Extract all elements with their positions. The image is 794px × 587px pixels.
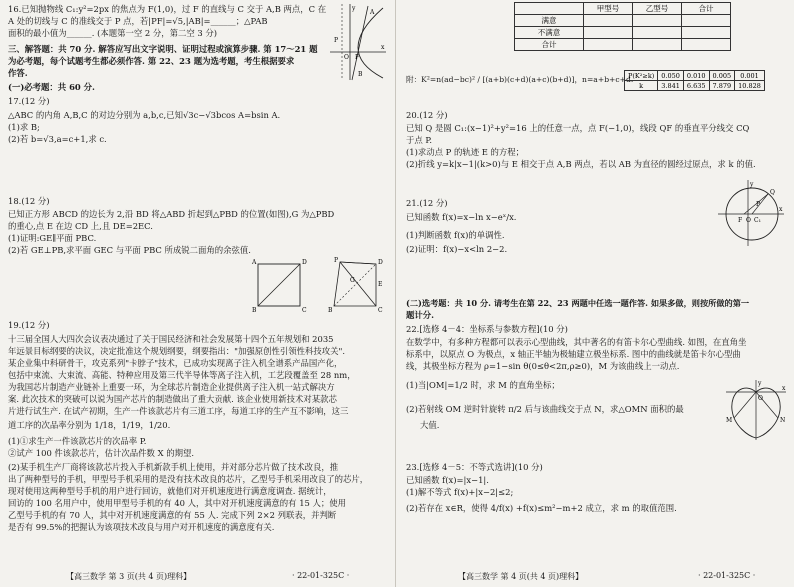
k-formula: 附：K²=n(ad−bc)² / [(a+b)(c+d)(a+c)(b+d)]，n=a+b+c+d.: [406, 75, 634, 84]
page-divider: [395, 0, 396, 587]
parabola-label-p: P: [334, 37, 339, 44]
q19-line6: 案. 此次技术的突破可以说为国产芯片的制造做出了重大贡献. 该企业使用新技术对某款芯: [8, 394, 337, 404]
q19-part2-line2: 出了两种型号的手机，甲型号手机采用的是没有技术改良的芯片，乙型号手机采用改良了的芯片，: [8, 474, 369, 484]
q19-part2-line3: 现对使用这两种型号手机的用户进行回访，就他们对开机速度进行满意度调查. 据统计，: [8, 486, 332, 496]
heart-label-n: N: [780, 417, 786, 424]
table-cell: [633, 15, 682, 27]
parabola-label-b: B: [358, 71, 363, 78]
circle-label-o: O: [746, 217, 751, 224]
table-row: [625, 71, 765, 81]
q19-line1: 十三届全国人大四次会议表决通过了关于国民经济和社会发展第十四个五年规划和 2035: [8, 334, 334, 344]
q22-stem1: 在数学中，有多种方程都可以表示心型曲线，其中著名的有笛卡尔心型曲线. 如图，在直角坐: [406, 337, 747, 347]
table-cell: [633, 39, 682, 51]
q22-part2b: 大值.: [420, 420, 440, 430]
q22-part1: (1)当|OM|=1/2 时，求 M 的直角坐标；: [406, 380, 560, 390]
circle-label-q: Q: [770, 189, 775, 196]
q19-part2-line6: 是否有 99.5%的把握认为该项技术改良与用户对开机速度的满意度有关.: [8, 522, 275, 532]
q17-stem: △ABC 的内角 A,B,C 的对边分别为 a,b,c,已知√3c−√3bcos A=bsin A.: [8, 110, 281, 120]
table-cell: 合计: [515, 39, 584, 51]
q17-part1: (1)求 B;: [8, 122, 40, 132]
q19-line2: 年远景目标纲要的决议，决定批准这个规划纲要，纲要指出："加强原创性引领性科技攻关".: [8, 346, 345, 356]
fold-label-d: D: [378, 259, 383, 266]
q19-part2-line4: 回访的 100 名用户中，使用甲型号手机的有 40 人，其中对开机速度满意的有 15 人；使用: [8, 498, 347, 508]
contingency-table: [514, 2, 731, 51]
q18-heading: 18.(12 分): [8, 196, 50, 206]
parabola-label-a: A: [370, 9, 375, 16]
left-footer-code: · 22-01-325C ·: [292, 571, 350, 580]
q19-part2-line1: (2)某手机生产厂商将该款芯片投入手机新款手机上使用，并对部分芯片做了技术改良，推: [8, 462, 339, 472]
q19-line8: 道工序的次品率分别为 1/18，1/19，1/20.: [8, 420, 171, 430]
q23-part1: (1)解不等式 f(x)+|x−2|≤2;: [406, 487, 514, 497]
part2-heading2: 题计分.: [406, 310, 435, 320]
q20-stem2: 于点 P.: [406, 135, 433, 145]
table-header-cell: 甲型号: [584, 3, 633, 15]
table-header-cell: 乙型号: [633, 3, 682, 15]
table-row: [515, 15, 731, 27]
fold-label-b: B: [328, 307, 333, 314]
right-footer-page: 【高三数学 第 4 页(共 4 页)理科】: [458, 572, 584, 581]
table-cell: 6.635: [683, 81, 709, 91]
q18-part2: (2)若 GE⊥PB,求平面 GEC 与平面 PBC 所成锐二面角的余弦值.: [8, 245, 251, 255]
q18-stem2: 的重心,点 E 在边 CD 上,且 DE=2EC.: [8, 221, 153, 231]
part2-heading1: (二)选考题：共 10 分. 请考生在第 22、23 两题中任选一题作答. 如果多做，则按所做的第一: [406, 298, 750, 308]
circle-label-c1: C₁: [754, 217, 761, 224]
heart-label-o: O: [758, 395, 763, 402]
section3-line3: 作答.: [8, 68, 28, 78]
table-cell: 满意: [515, 15, 584, 27]
q18-stem1: 已知正方形 ABCD 的边长为 2,沿 BD 将△ABD 折起到△PBD 的位置(如图),G 为△PBD: [8, 209, 335, 219]
q19-heading: 19.(12 分): [8, 320, 50, 330]
fold-label-c: C: [378, 307, 383, 314]
parabola-label-x: x: [381, 44, 385, 51]
table-cell: 0.010: [683, 71, 709, 81]
fold-label-p: P: [334, 257, 339, 264]
q21-stem: 已知函数 f(x)=x−ln x−eˣ/x.: [406, 212, 517, 222]
table-cell: k: [625, 81, 658, 91]
right-page: [398, 0, 794, 587]
q22-part2a: (2)若射线 OM 逆时针旋转 π/2 后与该曲线交于点 N，求△OMN 面积的最: [406, 404, 684, 414]
k-table: [624, 70, 765, 91]
table-cell: [682, 39, 731, 51]
table-cell: 0.005: [709, 71, 735, 81]
q19-line3: 某企业集中科研骨干，攻克系列"卡脖子"技术，已成功实现离子注入机全谱系产品国产化，: [8, 358, 343, 368]
fold-label-g: G: [350, 277, 355, 284]
q22-stem2: 标系中，以原点 O 为极点，x 轴正半轴为极轴建立极坐标系. 图中的曲线就是笛卡尔心型曲: [406, 349, 741, 359]
square-label-b: B: [252, 307, 257, 314]
table-cell: 0.050: [658, 71, 684, 81]
q19-part1b: ②试产 100 件该款芯片，估计次品件数 X 的期望.: [8, 448, 195, 458]
parabola-label-f: F: [355, 54, 360, 61]
q21-heading: 21.(12 分): [406, 198, 448, 208]
part1-heading: (一)必考题：共 60 分.: [8, 82, 95, 92]
fold-label-e: E: [378, 281, 383, 288]
right-footer-code: · 22-01-325C ·: [698, 571, 756, 580]
table-cell: [682, 15, 731, 27]
q20-stem1: 已知 Q 是圆 C₁:(x−1)²+y²=16 上的任意一点，点 F(−1,0)，线段 QF 的垂直平分线交 CQ: [406, 123, 750, 133]
table-row: [515, 39, 731, 51]
table-cell: 7.879: [709, 81, 735, 91]
q19-line4: 包括中束流、大束流、高能、特种应用及第三代半导体等离子注入机，工艺段覆盖至 28 nm，: [8, 370, 356, 380]
circle-label-p: P: [756, 201, 761, 208]
q16-line3: 面积的最小值为______. (本题第一空 2 分，第二空 3 分): [8, 28, 218, 38]
q17-heading: 17.(12 分): [8, 96, 50, 106]
q20-heading: 20.(12 分): [406, 110, 448, 120]
square-label-c: C: [302, 307, 307, 314]
heart-figure: [724, 378, 788, 442]
left-page: [0, 0, 392, 587]
q20-part1: (1)求动点 P 的轨迹 E 的方程；: [406, 147, 525, 157]
table-cell: [633, 27, 682, 39]
left-footer-page: 【高三数学 第 3 页(共 4 页)理科】: [66, 572, 192, 581]
q20-part2: (2)折线 y=k|x−1|(k>0)与 E 相交于点 A,B 两点，若以 AB 为直径的圆经过原点，求 k 的值.: [406, 159, 756, 169]
table-cell: [682, 27, 731, 39]
table-cell: 0.001: [735, 71, 765, 81]
section3-line2: 为必考题，每个试题考生都必须作答. 第 22、23 题为选考题，考生根据要求: [8, 56, 295, 66]
square-label-a: A: [252, 259, 257, 266]
q19-part1a: (1)①求生产一件该款芯片的次品率 P.: [8, 436, 147, 446]
q21-part2: (2)证明：f(x)−x<ln 2−2.: [406, 244, 508, 254]
square-label-d: D: [302, 259, 307, 266]
q22-stem3: 线，其极坐标方程为 ρ=1−sin θ(0≤θ<2π,ρ≥0)，M 为该曲线上一动点.: [406, 361, 680, 371]
q19-line7: 片进行试生产. 在试产初期，生产一件该款芯片有三道工序，每道工序的生产互不影响，这三: [8, 406, 349, 416]
q19-part2-line5: 乙型号手机的有 70 人，其中对开机速度满意的有 55 人. 完成下列 2×2 列联表，并判断: [8, 510, 337, 520]
parabola-figure: [328, 2, 388, 82]
heart-label-y: y: [758, 380, 762, 387]
heart-label-m: M: [726, 417, 733, 424]
table-header-cell: [515, 3, 584, 15]
table-cell: [584, 27, 633, 39]
q16-line2: A 处的切线与 C 的准线交于 P 点，若|PF|=√5,|AB|=______；△PAB: [8, 16, 268, 26]
q21-part1: (1)判断函数 f(x)的单调性.: [406, 230, 505, 240]
table-cell: [584, 15, 633, 27]
table-cell: 10.828: [735, 81, 765, 91]
table-cell: 3.841: [658, 81, 684, 91]
q16-line1: 16.已知抛物线 C₁:y²=2px 的焦点为 F(1,0)，过 F 的直线与 C 交于 A,B 两点，C 在: [8, 4, 327, 14]
circle-label-y: y: [750, 181, 754, 188]
heart-label-x: x: [782, 385, 786, 392]
table-row: [515, 27, 731, 39]
q23-stem: 已知函数 f(x)=|x−1|.: [406, 475, 489, 485]
parabola-label-o: O: [344, 54, 349, 61]
fold-figure: [326, 256, 386, 314]
circle-figure: [716, 178, 786, 248]
circle-label-x: x: [779, 206, 783, 213]
q23-part2: (2)若存在 x∈R，使得 4/f(x) +f(x)≤m²−m+2 成立，求 m 的取值范围.: [406, 503, 677, 513]
q18-part1: (1)证明:GE∥平面 PBC.: [8, 233, 97, 243]
table-row: [625, 81, 765, 91]
q23-heading: 23.[选修 4－5：不等式选讲](10 分): [406, 462, 543, 472]
parabola-label-y: y: [352, 5, 356, 12]
circle-label-f: F: [738, 217, 743, 224]
table-cell: [584, 39, 633, 51]
q22-heading: 22.[选修 4－4：坐标系与参数方程](10 分): [406, 324, 568, 334]
section3-line1: 三、解答题：共 70 分. 解答应写出文字说明、证明过程或演算步骤. 第 17～21 题: [8, 44, 318, 54]
table-cell: P(K²≥k): [625, 71, 658, 81]
q17-part2: (2)若 b=√3,a=c+1,求 c.: [8, 134, 107, 144]
table-row: [515, 3, 731, 15]
q19-line5: 为我国芯片制造产业链补上重要一环，为全球芯片制造企业提供离子注入机一站式解决方: [8, 382, 335, 392]
table-header-cell: 合计: [682, 3, 731, 15]
square-figure: [250, 256, 310, 314]
table-cell: 不满意: [515, 27, 584, 39]
